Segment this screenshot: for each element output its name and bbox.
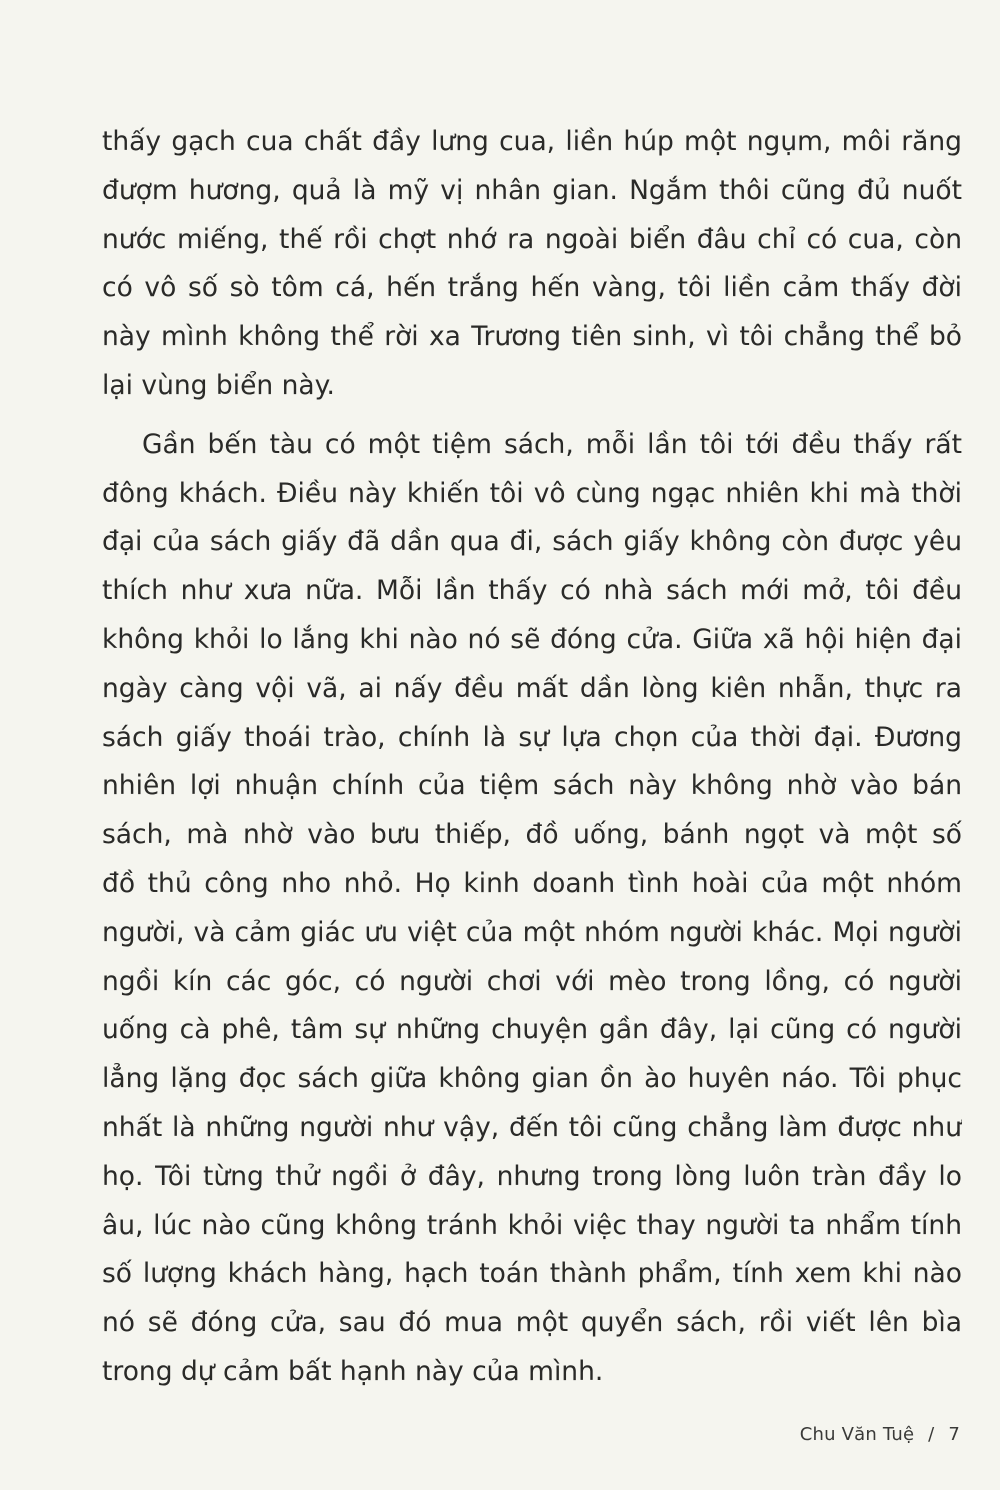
text-line: trong dự cảm bất hạnh này của mình. xyxy=(102,1355,604,1387)
page-footer xyxy=(800,1424,960,1445)
text-line: sách giấy thoái trào, chính là sự lựa chọn của thời đại. Đương xyxy=(102,721,962,753)
text-line: thấy gạch cua chất đầy lưng cua, liền húp một ngụm, môi răng xyxy=(102,126,962,157)
text-line: nhiên lợi nhuận chính của tiệm sách này không nhờ vào bán xyxy=(102,770,962,802)
text-line: đông khách. Điều này khiến tôi vô cùng ngạc nhiên khi mà thời xyxy=(102,477,962,509)
text-line: ngày càng vội vã, ai nấy đều mất dần lòng kiên nhẫn, thực ra xyxy=(102,672,962,704)
text-line: thích như xưa nữa. Mỗi lần thấy có nhà sách mới mở, tôi đều xyxy=(102,575,962,607)
text-line: này mình không thể rời xa Trương tiên sinh, vì tôi chẳng thể bỏ xyxy=(102,321,962,353)
text-line: lại vùng biển này. xyxy=(102,369,335,401)
page-number: 7 xyxy=(948,1424,960,1445)
text-line: âu, lúc nào cũng không tránh khỏi việc thay người ta nhẩm tính xyxy=(102,1209,962,1241)
footer-separator: / xyxy=(928,1424,935,1445)
text-line: nước miếng, thế rồi chợt nhớ ra ngoài biển đâu chỉ có cua, còn xyxy=(102,223,962,255)
text-line: uống cà phê, tâm sự những chuyện gần đây, lại cũng có người xyxy=(102,1014,962,1046)
text-line: nó sẽ đóng cửa, sau đó mua một quyển sách, rồi viết lên bìa xyxy=(102,1307,962,1339)
text-line: người, và cảm giác ưu việt của một nhóm người khác. Mọi người xyxy=(102,916,962,948)
footer-author: Chu Văn Tuệ xyxy=(799,1424,915,1445)
text-line: không khỏi lo lắng khi nào nó sẽ đóng cửa. Giữa xã hội hiện đại xyxy=(102,623,962,655)
body-text xyxy=(102,118,962,1397)
text-line: sách, mà nhờ vào bưu thiếp, đồ uống, bánh ngọt và một số xyxy=(102,819,962,851)
text-line: đồ thủ công nho nhỏ. Họ kinh doanh tình hoài của một nhóm xyxy=(102,867,962,899)
text-line: ngồi kín các góc, có người chơi với mèo trong lồng, có người xyxy=(102,965,962,997)
text-line: số lượng khách hàng, hạch toán thành phẩm, tính xem khi nào xyxy=(102,1258,962,1290)
paragraph-gap xyxy=(102,411,962,421)
text-line: lẳng lặng đọc sách giữa không gian ồn ào huyên náo. Tôi phục xyxy=(102,1063,962,1095)
text-line: Gần bến tàu có một tiệm sách, mỗi lần tôi tới đều thấy rất xyxy=(142,428,962,460)
text-line: đại của sách giấy đã dần qua đi, sách giấy không còn được yêu xyxy=(102,526,962,558)
text-line: nhất là những người như vậy, đến tôi cũng chẳng làm được như xyxy=(102,1111,962,1143)
text-line: đượm hương, quả là mỹ vị nhân gian. Ngắm thôi cũng đủ nuốt xyxy=(102,174,962,206)
text-line: họ. Tôi từng thử ngồi ở đây, nhưng trong lòng luôn tràn đầy lo xyxy=(102,1160,962,1192)
text-line: có vô số sò tôm cá, hến trắng hến vàng, tôi liền cảm thấy đời xyxy=(102,272,962,304)
paragraph-2 xyxy=(102,421,962,1397)
paragraph-1 xyxy=(102,118,962,411)
